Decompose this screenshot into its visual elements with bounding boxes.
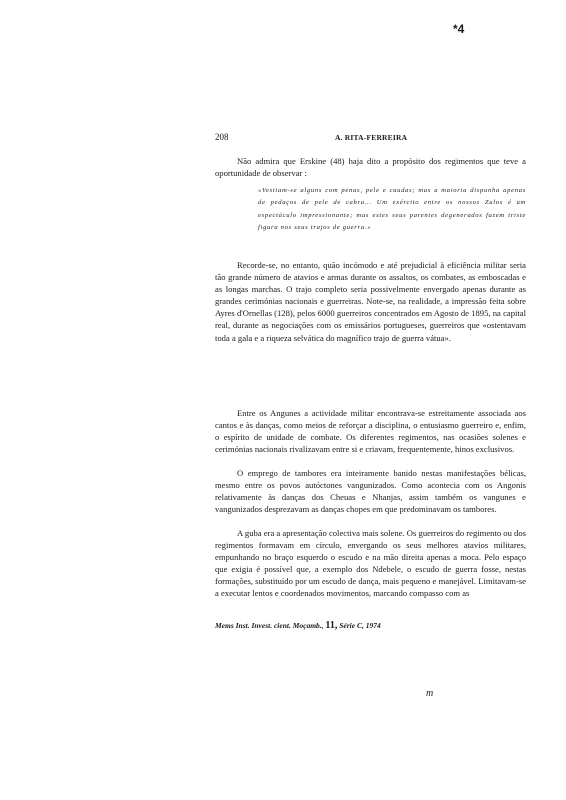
paragraph-2-text: Recorde-se, no entanto, quão incómodo e até prejudicial à eficiência militar seria tão grande número de atavios e armas durante os assaltos, os combates, as emboscadas e as longas marchas. O trajo completo seria possivelmente envergado apenas durante as grandes cerimónias nacionais e guerreiras. Note-se, na realidade, a impressão feita sobre Ayres d'Ornellas (128), pelos 6000 guerreiros concentrados em Agosto de 1895, na capital real, durante as negociações com os emissários portugueses, guerreiros que «ostentavam toda a gala e a riqueza selvática do magnífico trajo de guerra vátua». bbox=[215, 260, 526, 343]
footer-volume: 11, bbox=[325, 620, 338, 631]
journal-footer bbox=[215, 620, 381, 631]
paragraph-1-text: Não admira que Erskine (48) haja dito a propósito dos regimentos que teve a oportunidade de observar : bbox=[215, 156, 526, 179]
paragraph-5-text: A guba era a apresentação colectiva mais solene. Os guerreiros do regimento ou dos regimentos formavam em círculo, envergando os seus melhores atavios militares, empunhando no braço esquerdo o escudo e na mão direita apenas a moca. Pelo espaço que exigia é possível que, a exemplo dos Ndebele, o escudo de guerra fosse, nestas formações, substituído por um escudo de dança, mais pequeno e manejável. Limitavam-se a executar lentos e coordenados movimentos, marcando compasso com as bbox=[215, 528, 526, 599]
paragraph-4 bbox=[215, 467, 526, 515]
paragraph-3 bbox=[215, 407, 526, 455]
paragraph-2 bbox=[215, 259, 526, 344]
page-number: 208 bbox=[215, 132, 229, 142]
paragraph-5 bbox=[215, 527, 526, 600]
paragraph-1 bbox=[215, 155, 526, 179]
corner-mark: *4 bbox=[453, 22, 465, 36]
footer-series: Série C, 1974 bbox=[339, 621, 381, 630]
paragraph-4-text: O emprego de tambores era inteiramente banido nestas manifestações bélicas, mesmo entre os povos autóctones vangunizados. Como acontecia com os Angonis relativamente às danças dos Cheuas e Nhanjas, assim também os vangunes e vangunizados desprezavam as danças chopes em que predominavam os tambores. bbox=[215, 468, 526, 515]
footer-journal: Mems Inst. Invest. cient. Moçamb., bbox=[215, 621, 324, 630]
bottom-mark: m bbox=[426, 688, 434, 699]
block-quote: «Vestiam-se alguns com penas, pele e caudas; mas a maioria dispunha apenas de pedaços de pele de cabra... Um exército entre os nossos Zulos é um espectáculo impressionante; mas estes seus parentes degenerados fazem triste figura nos seus trajos de guerra.» bbox=[258, 187, 526, 232]
running-head: A. RITA-FERREIRA bbox=[335, 133, 408, 142]
paragraph-3-text: Entre os Angunes a actividade militar encontrava-se estreitamente associada aos cantos e às danças, como meios de reforçar a disciplina, o entusiasmo guerreiro e, enfim, o espírito de unidade de combate. Os diferentes regimentos, nas ocasiões solenes e cerimónias nacionais rivalizavam entre si e criavam, frequentemente, hinos exclusivos. bbox=[215, 408, 526, 455]
